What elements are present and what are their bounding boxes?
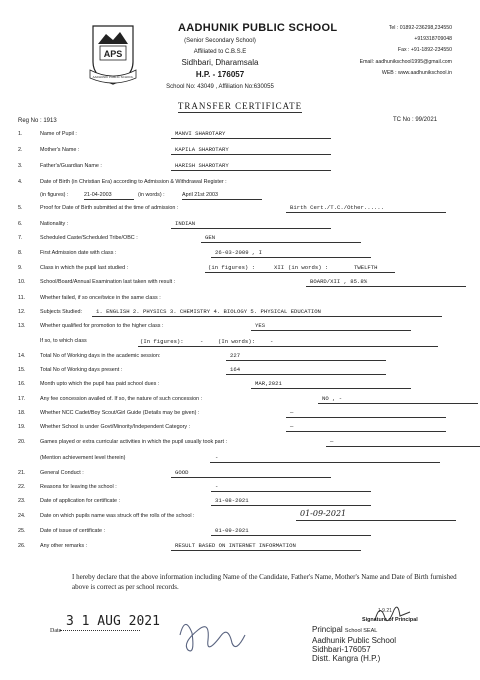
row-underline [296, 520, 456, 521]
signature-label: Signature of Principal [362, 617, 418, 623]
row-value: 31-08-2021 [215, 497, 249, 504]
row-label: Subjects Studied: [40, 309, 82, 315]
affiliation: Affiliated to C.B.S.E [193, 49, 247, 55]
row-label: Name of Pupil : [40, 131, 77, 137]
row-value: 01-09-2021 [300, 509, 347, 518]
row-underline [211, 491, 371, 492]
row-label: Reasons for leaving the school : [40, 484, 117, 490]
date-line [60, 630, 140, 631]
class-teacher-signature [170, 595, 260, 670]
seal-label: School SEAL [344, 628, 378, 634]
school-name: AADHUNIK PUBLIC SCHOOL [178, 22, 338, 34]
row-underline [171, 138, 331, 139]
row-number: 19. [18, 424, 26, 430]
logo-text: APS [103, 49, 123, 59]
row-label: Date of application for certificate : [40, 498, 121, 504]
row-value: - [215, 483, 219, 490]
row-label: Whether NCC Cadet/Boy Scout/Girl Guide (Details may be given) : [40, 410, 200, 416]
underline [138, 346, 438, 347]
school-address: Sidhbari, Dharamsala [181, 58, 259, 67]
row-value: MAR,2021 [255, 380, 282, 387]
seal-place: Sidhbari-176057 [312, 645, 371, 654]
row-underline [251, 330, 411, 331]
date-label: Date [50, 628, 62, 634]
underline [182, 199, 262, 200]
tel2: +919318709048 [414, 36, 452, 42]
row-value: — [290, 409, 294, 416]
row-label: Nationality : [40, 221, 69, 227]
row-underline [92, 316, 442, 317]
row-value: BOARD/XII , 85.8% [310, 278, 368, 285]
row-number: 17. [18, 396, 26, 402]
certificate-title: TRANSFER CERTIFICATE [177, 101, 303, 111]
row-number: 7. [18, 235, 23, 241]
dob-words-value: April 21st 2003 [182, 192, 218, 198]
seal-school: Aadhunik Public School [312, 636, 397, 645]
row-label: General Conduct : [40, 470, 84, 476]
row-number: 10. [18, 279, 26, 285]
row-label: Mother's Name : [40, 147, 80, 153]
row-value: 01-09-2021 [215, 527, 249, 534]
row-value: GEN [205, 234, 216, 241]
row-number: 2. [18, 147, 23, 153]
row-number: 20. [18, 439, 26, 445]
row-number: 14. [18, 353, 26, 359]
row-value: KAPILA SHAROTARY [175, 146, 229, 153]
row-value: — [330, 438, 334, 445]
row-value: 164 [230, 366, 241, 373]
mention-value: - [215, 454, 219, 461]
row-number: 23. [18, 498, 26, 504]
row-number: 3. [18, 163, 23, 169]
row-underline [326, 446, 480, 447]
school-codes: School No: 43049 , Affiliation No:630055 [166, 84, 274, 90]
row-value: 1. ENGLISH 2. PHYSICS 3. CHEMISTRY 4. BIOLOGY 5. PHYSICAL EDUCATION [96, 308, 321, 315]
row-label: Date on which pupils name was struck off the rolls of the school : [40, 513, 195, 519]
row-number: 8. [18, 250, 23, 256]
row-label: Month upto which the pupil has paid school dues : [40, 381, 160, 387]
row-number: 24. [18, 513, 26, 519]
row-underline [211, 257, 371, 258]
row-underline [201, 242, 361, 243]
row-number: 15. [18, 367, 26, 373]
principal-sig-date: 1.9.21 [378, 608, 392, 614]
row-label: Whether School is under Govt/Minority/Independent Category : [40, 424, 191, 430]
row-number: 18. [18, 410, 26, 416]
row-label: Games played or extra curricular activities in which the pupil usually took part : [40, 439, 227, 445]
row-value: HARISH SHAROTARY [175, 162, 229, 169]
row-label: Whether qualified for promotion to the higher class : [40, 323, 164, 329]
row-number: 11. [18, 295, 26, 301]
row-value: RESULT BASED ON INTERNET INFORMATION [175, 542, 296, 549]
date-stamp: 3 1 AUG 2021 [66, 614, 160, 629]
higher-words-label: (In words): [218, 338, 255, 345]
row-label: Date of issue of certificate : [40, 528, 106, 534]
row-underline [211, 535, 371, 536]
row-underline [306, 286, 466, 287]
email: Email: aadhunikschool1995@gmail.com [359, 59, 452, 65]
row-number: 13. [18, 323, 26, 329]
row-underline [286, 417, 446, 418]
row-value: MANVI SHAROTARY [175, 130, 226, 137]
higher-fig-label: (In figures): [140, 338, 184, 345]
underline [205, 272, 395, 273]
row-number: 1. [18, 131, 23, 137]
higher-words-value: - [270, 338, 274, 345]
row-number: 22. [18, 484, 26, 490]
row-label: School/Board/Annual Examination last taken with result : [40, 279, 176, 285]
row-value: Birth Cert./T.C./Other...... [290, 204, 384, 211]
row-number: 26. [18, 543, 26, 549]
row-underline [171, 228, 331, 229]
reg-no: Reg No : 1913 [18, 118, 57, 124]
row-label: First Admission date with class : [40, 250, 117, 256]
row-value: — [290, 423, 294, 430]
row-underline [286, 431, 446, 432]
higher-fig-value: - [200, 338, 204, 345]
row-underline [171, 477, 331, 478]
row-underline [226, 374, 386, 375]
row-label: Total No of Working days present : [40, 367, 123, 373]
row-label: Father's/Guardian Name : [40, 163, 102, 169]
underline [210, 462, 440, 463]
school-type: (Senior Secondary School) [184, 38, 256, 44]
row-number: 12. [18, 309, 26, 315]
row-underline [318, 403, 478, 404]
row-underline [171, 550, 361, 551]
class-words-value: TWELFTH [354, 264, 378, 271]
declaration: I hereby declare that the above information including Name of the Candidate, Father's Name, Mother's Name and Date of Birth furnished above is correct as per school records. [72, 573, 457, 591]
fax: Fax : +91-1892-234550 [397, 47, 452, 53]
logo-label: AADHUNIK PUBLIC SCHOOL [92, 75, 134, 79]
row-label: Total No of Working days in the academic session: [40, 353, 161, 359]
row-value: 227 [230, 352, 241, 359]
row-number: 5. [18, 205, 23, 211]
row-underline [171, 154, 331, 155]
higher-class-label: If so, to which class [40, 338, 87, 344]
row-label: Any other remarks : [40, 543, 88, 549]
underline [84, 199, 134, 200]
class-words-label: (in words) : [288, 264, 329, 271]
seal-principal: Principal [312, 625, 343, 634]
row-value: GOOD [175, 469, 189, 476]
row-number: 9. [18, 265, 23, 271]
row-number: 6. [18, 221, 23, 227]
row-underline [286, 212, 446, 213]
row-label: Class in which the pupil last studied : [40, 265, 129, 271]
row-label: Scheduled Caste/Scheduled Tribe/OBC : [40, 235, 138, 241]
row-label: Date of Birth (in Christian Era) according to Admission & Withdrawal Register : [40, 179, 227, 185]
row-underline [251, 388, 411, 389]
school-pin: H.P. - 176057 [195, 70, 245, 79]
row-number: 25. [18, 528, 26, 534]
row-value: YES [255, 322, 266, 329]
row-label: Whether failed, if so once/twice in the same class : [40, 295, 161, 301]
dob-figures-label: (in figures) : [40, 192, 69, 198]
dob-words-label: (in words) : [138, 192, 165, 198]
row-value: 26-03-2009 , I [215, 249, 262, 256]
tc-no: TC No : 99/2021 [393, 117, 438, 123]
row-underline [226, 360, 386, 361]
seal-district: Distt. Kangra (H.P.) [312, 654, 381, 663]
row-number: 16. [18, 381, 26, 387]
tel: Tel : 01892-236298,234550 [388, 25, 452, 31]
row-underline [171, 170, 331, 171]
school-seal [312, 625, 396, 663]
website: WEB : www.aadhunikschool.in [381, 70, 452, 76]
mention-label: (Mention achievement level therein) [40, 455, 126, 461]
school-logo [88, 22, 138, 90]
class-figures-value: XII [274, 264, 285, 271]
row-label: Proof for Date of Birth submitted at the time of admission : [40, 205, 179, 211]
row-number: 21. [18, 470, 26, 476]
row-underline [211, 505, 371, 506]
class-figures-label: (in figures) : [208, 264, 255, 271]
row-value: INDIAN [175, 220, 196, 227]
row-number: 4. [18, 179, 23, 185]
row-value: NO , - [322, 395, 343, 402]
row-label: Any fee concession availed of. If so, the nature of such concession : [40, 396, 203, 402]
dob-figures-value: 21-04-2003 [84, 192, 112, 198]
